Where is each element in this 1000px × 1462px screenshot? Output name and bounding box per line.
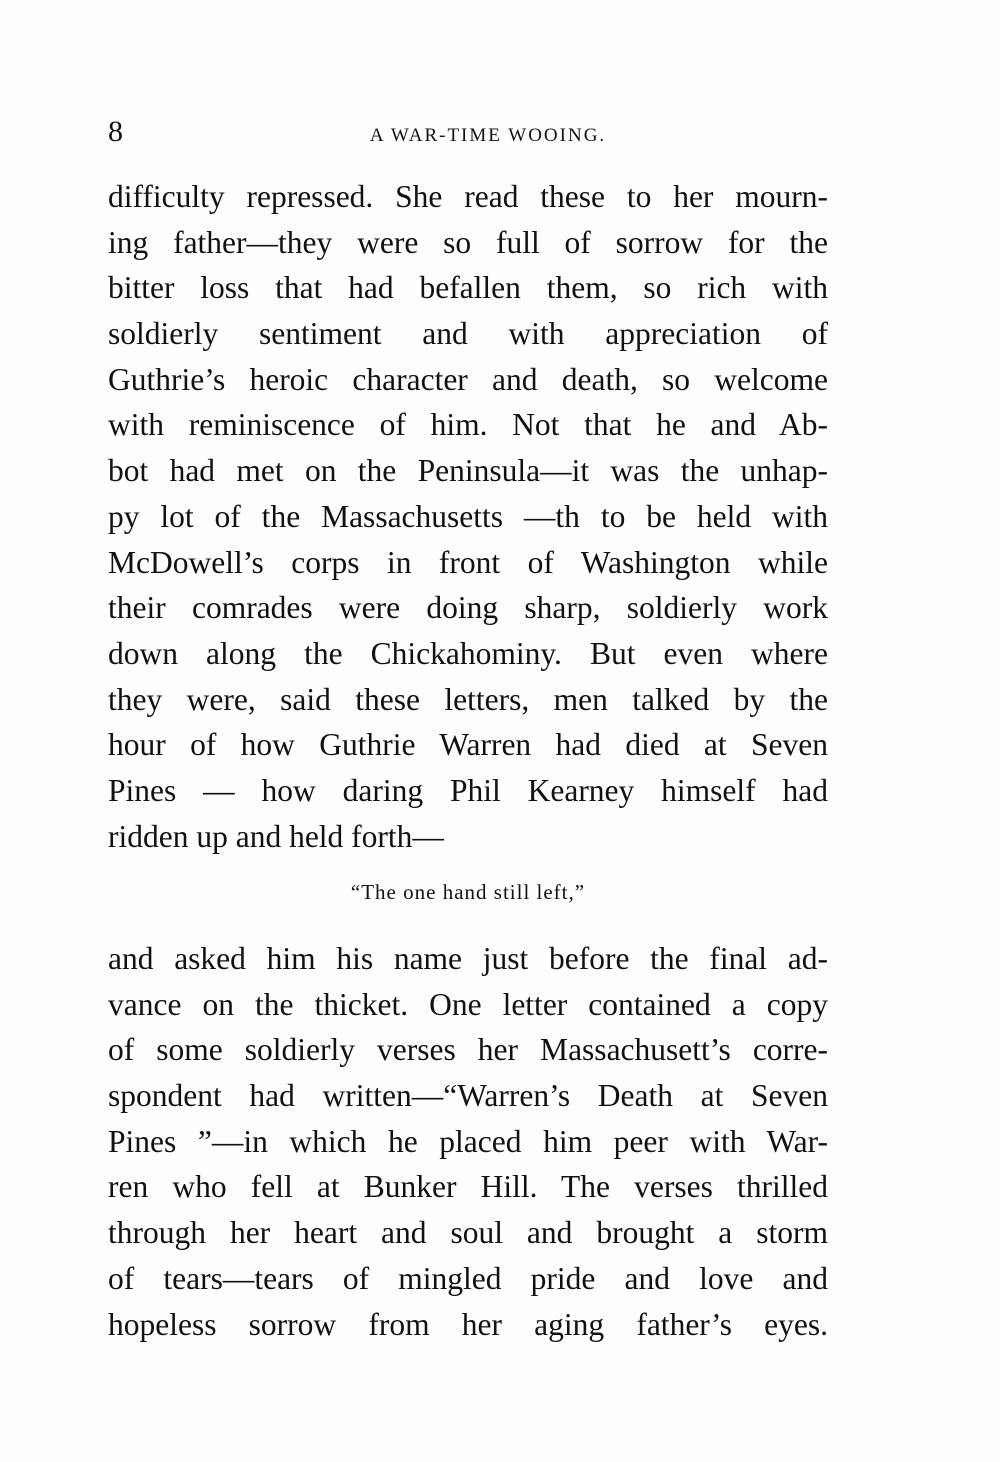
text-line: ing father—they were so full of sorrow for the	[108, 224, 828, 260]
text-line: Guthrie’s heroic character and death, so welcome	[108, 361, 828, 397]
paragraph-1	[108, 174, 828, 859]
text-line: hour of how Guthrie Warren had died at Seven	[108, 727, 828, 763]
text-line: difficulty repressed. She read these to her mourn-	[108, 179, 828, 214]
text-line: ridden up and held forth—	[108, 818, 444, 854]
text-line: McDowell’s corps in front of Washington while	[108, 544, 828, 580]
paragraph-2	[108, 936, 828, 1347]
page-number: 8	[108, 115, 123, 148]
text-line: py lot of the Massachusetts —th to be held with	[108, 498, 828, 534]
text-line: hopeless sorrow from her aging father’s eyes.	[108, 1306, 828, 1342]
text-line: Pines — how daring Phil Kearney himself had	[108, 772, 828, 808]
text-line: Pines ”—in which he placed him peer with War-	[108, 1123, 828, 1159]
text-line: and asked him his name just before the final ad-	[108, 941, 828, 976]
text-line: bitter loss that had befallen them, so rich with	[108, 270, 828, 306]
text-line: they were, said these letters, men talked by the	[108, 681, 828, 717]
text-line: through her heart and soul and brought a storm	[108, 1215, 828, 1251]
quoted-verse: “The one hand still left,”	[350, 880, 586, 904]
running-title: A WAR-TIME WOOING.	[369, 125, 607, 146]
text-line: soldierly sentiment and with appreciation of	[108, 316, 828, 352]
text-line: vance on the thicket. One letter contained a copy	[108, 986, 828, 1022]
text-line: bot had met on the Peninsula—it was the unhap-	[108, 453, 828, 489]
text-line: down along the Chickahominy. But even where	[108, 635, 828, 671]
text-line: spondent had written—“Warren’s Death at Seven	[108, 1078, 828, 1114]
text-line: their comrades were doing sharp, soldierly work	[108, 590, 828, 626]
text-line: of some soldierly verses her Massachusett’s corre-	[108, 1032, 828, 1068]
text-line: ren who fell at Bunker Hill. The verses thrilled	[108, 1169, 828, 1205]
text-line: of tears—tears of mingled pride and love and	[108, 1260, 828, 1296]
page-header	[108, 112, 828, 152]
text-line: with reminiscence of him. Not that he and Ab-	[108, 407, 828, 443]
